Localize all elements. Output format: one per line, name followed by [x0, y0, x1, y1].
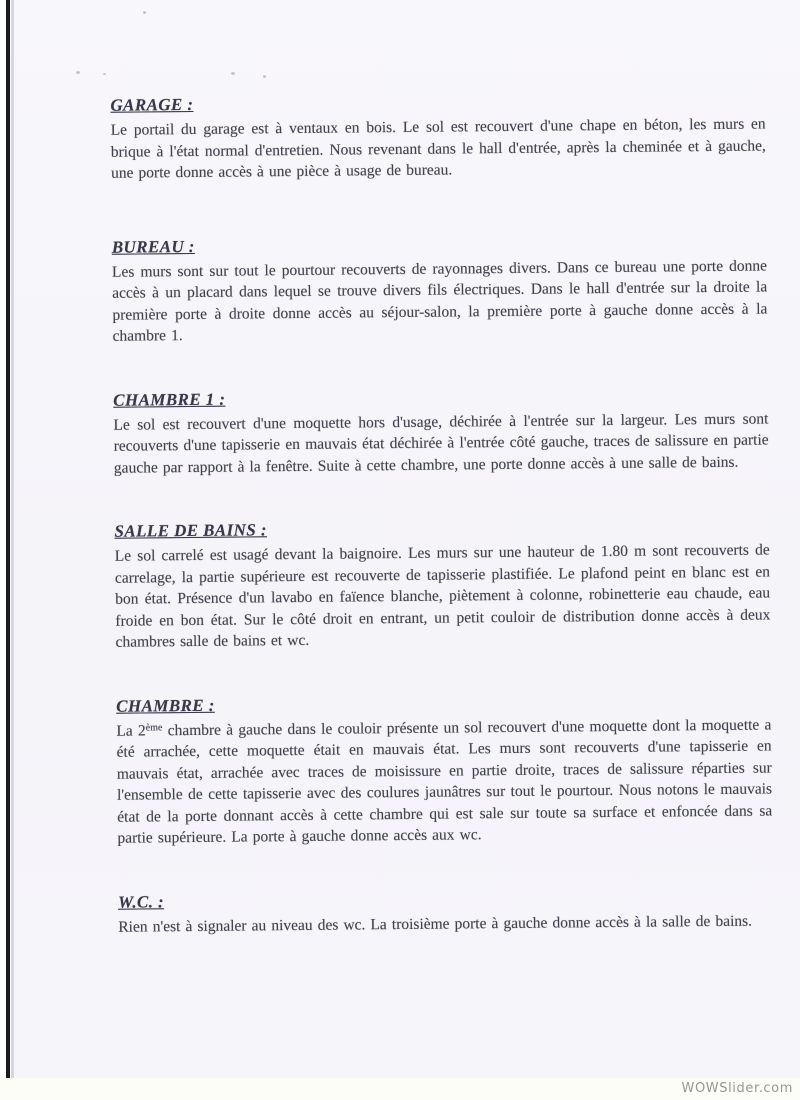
section-body-bureau: Les murs sont sur tout le pourtour recouverts de rayonnages divers. Dans ce bureau une porte donne accès à un placard dans lequel se trouve divers fils électriques. Dans le hall d'entrée sur la droite la première porte à droite donne accès au séjour-salon, la première porte à gauche donne accès à la chambre 1. [111, 256, 768, 345]
section-garage [110, 88, 766, 184]
ordinal-superscript: ème [145, 721, 163, 733]
section-wc [118, 885, 773, 938]
chambre-text-after-superscript: chambre à gauche dans le couloir présente un sol recouvert d'une moquette dont la moquette a été arrachée, cette moquette était en mauvais état. Les murs sont recouverts d'une tapisserie en mauvais état, arrachée avec traces de moisissure en partie droite, traces de salissure réparties sur l'ensemble de cette tapisserie avec des coulures jaunâtres sur tout le pourtour. Nous notons le mauvais état de la porte donnant accès à cette chambre qui est sale sur toute sa surface et enfoncée dans sa partie supérieure. La porte à gauche donne accès aux wc. [116, 715, 773, 847]
section-heading-bureau: BUREAU : [111, 236, 195, 257]
section-heading-wc: W.C. : [117, 891, 165, 912]
scan-bottom-strip [0, 1078, 800, 1100]
section-body-garage: Le portail du garage est à ventaux en bois. Le sol est recouvert d'une chape en béton, les murs en brique à l'état normal d'entretien. Nous revenant dans le hall d'entrée, après la cheminée et à gauche, une porte donne accès à une pièce à usage de bureau. [110, 115, 766, 182]
section-body-chambre [116, 714, 772, 849]
section-body-salle-de-bains: Le sol carrelé est usagé devant la baignoire. Les murs sur une hauteur de 1.80 m sont recouverts de carrelage, la partie supérieure est recouverte de tapisserie plastifiée. Le plafond peint en blanc est en bon état. Présence d'un lavabo en faïence blanche, piètement à colonne, robinetterie eau chaude, eau froide en bon état. Sur le côté droit en entrant, un petit couloir de distribution donne accès à deux chambres salle de bains et wc. [114, 541, 771, 651]
section-heading-chambre: CHAMBRE : [116, 695, 215, 716]
section-heading-salle-de-bains: SALLE DE BAINS : [114, 520, 267, 541]
section-body-wc: Rien n'est à signaler au niveau des wc. La troisième porte à gauche donne accès à la salle de bains. [118, 912, 753, 936]
section-body-chambre-1: Le sol est recouvert d'une moquette hors d'usage, déchirée à l'entrée sur la largeur. Les murs sont recouverts d'une tapisserie en mauvais état déchirée à l'entrée côté gauche, traces de salissure en partie gauche par rapport à la fenêtre. Suite à cette chambre, une porte donne accès à une salle de bains. [113, 409, 769, 477]
section-heading-garage: GARAGE : [110, 94, 194, 115]
section-salle-de-bains [114, 514, 770, 653]
section-bureau [112, 230, 768, 347]
chambre-text-before-superscript: La 2 [116, 721, 146, 740]
wowslider-watermark-link[interactable]: WOWSlider.com [681, 1081, 793, 1096]
section-chambre [116, 689, 772, 849]
section-chambre-1 [113, 383, 769, 479]
section-heading-chambre-1: CHAMBRE 1 : [113, 389, 226, 410]
